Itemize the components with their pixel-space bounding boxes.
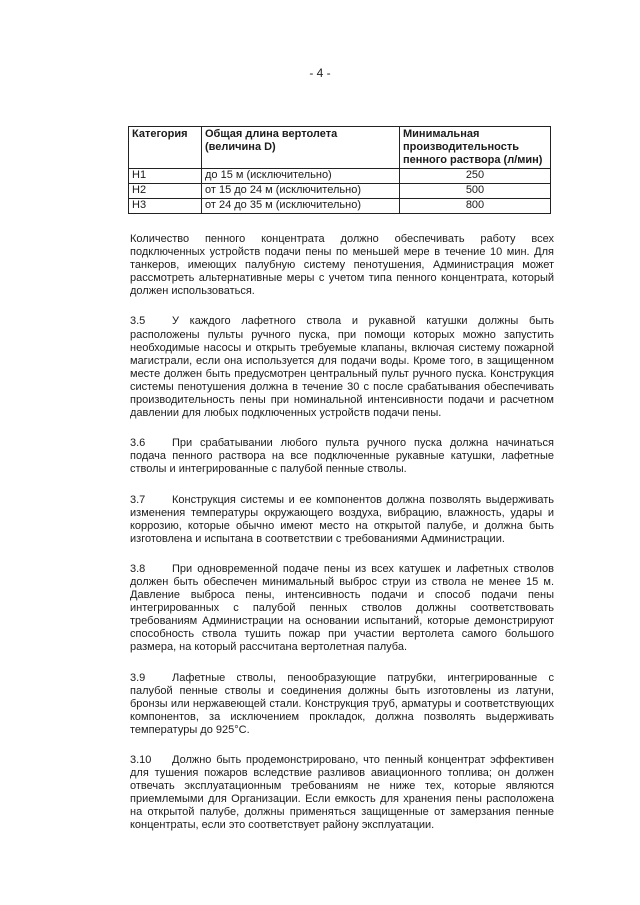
paragraph-number: 3.9	[130, 671, 146, 684]
paragraph-3-5	[130, 315, 554, 420]
paragraph-text: Лафетные стволы, пенообразующие патрубки, интегрированные с палубой пенные стволы и соединения должны быть изготовлены из латуни, бронзы или нержавеющей стали. Конструкция труб, арматуры и соответствующих компонентов, за исключением прокладок, должна позволять выдерживать температуры до 925°C.	[130, 671, 554, 736]
document-body	[130, 233, 554, 850]
cell-rate: 500	[400, 184, 551, 199]
cell-length: от 24 до 35 м (исключительно)	[202, 199, 400, 214]
paragraph-text: При одновременной подаче пены из всех катушек и лафетных стволов должен быть обеспечен минимальный выброс струи из ствола не менее 15 м. Давление выброса пены, интенсивность подачи и способ подачи пены интегрированных с палубой пенных стволов должны соответствовать требованиям Администрации на основании испытаний, которые демонстрируют способность ствола тушить пожар при участии вертолета самого большого размера, на который рассчитана вертолетная палуба.	[130, 562, 554, 654]
paragraph-number: 3.7	[130, 493, 146, 506]
paragraph-number: 3.8	[130, 562, 146, 575]
table-row	[129, 199, 551, 214]
cell-length: до 15 м (исключительно)	[202, 169, 400, 184]
paragraph-number: 3.5	[130, 315, 146, 328]
paragraph-text: При срабатывании любого пульта ручного пуска должна начинаться подача пенного раствора на все подключенные рукавные катушки, лафетные стволы и интегрированные с палубой пенные стволы.	[130, 437, 554, 476]
header-rate: Минимальная производительность пенного раствора (л/мин)	[400, 127, 551, 169]
paragraph-text: У каждого лафетного ствола и рукавной катушки должны быть расположены пульты ручного пуска, при помощи которых можно запустить необходимые насосы и открыть требуемые клапаны, включая систему пожарной магистрали, если она используется для подачи воды. Кроме того, в защищенном месте должен быть предусмотрен центральный пульт ручного пуска. Конструкция системы пенотушения должна в течение 30 с после срабатывания обеспечивать производительность пены при номинальной интенсивности подачи и расчетном давлении для любых подключенных устройств подачи пены.	[130, 315, 554, 420]
foam-rate-table	[128, 126, 551, 214]
paragraph-text: Конструкция системы и ее компонентов должна позволять выдерживать изменения температуры окружающего воздуха, вибрацию, влажность, удары и коррозию, которые обычно имеют место на открытой палубе, и должна быть изготовлена и испытана в соответствии с требованиями Администрации.	[130, 493, 554, 545]
paragraph-foam-quantity	[130, 233, 554, 298]
cell-rate: 250	[400, 169, 551, 184]
header-category: Категория	[129, 127, 202, 169]
cell-category: H2	[129, 184, 202, 199]
table-row	[129, 169, 551, 184]
cell-category: H3	[129, 199, 202, 214]
paragraph-3-7	[130, 494, 554, 546]
page-number: - 4 -	[309, 66, 331, 80]
paragraph-3-8	[130, 563, 554, 655]
cell-rate: 800	[400, 199, 551, 214]
paragraph-text: Количество пенного концентрата должно обеспечивать работу всех подключенных устройств подачи пены по меньшей мере в течение 10 мин. Для танкеров, имеющих палубную систему пенотушения, Администрация может рассмотреть альтернативные меры с учетом типа пенного концентрата, который должен использоваться.	[130, 233, 554, 298]
paragraph-number: 3.10	[130, 754, 152, 766]
paragraph-3-9	[130, 672, 554, 737]
header-length: Общая длина вертолета (величина D)	[202, 127, 400, 169]
table-row	[129, 184, 551, 199]
paragraph-number: 3.6	[130, 437, 146, 450]
table-header-row	[129, 127, 551, 169]
paragraph-3-6	[130, 437, 554, 476]
cell-category: H1	[129, 169, 202, 184]
paragraph-text: Должно быть продемонстрировано, что пенный концентрат эффективен для тушения пожаров вследствие разливов авиационного топлива; он должен отвечать эксплуатационным требованиям не ниже тех, которые являются приемлемыми для Организации. Если емкость для хранения пены расположена на открытой палубе, должны применяться защищенные от замерзания пенные концентраты, если это соответствует району эксплуатации.	[130, 754, 554, 832]
cell-length: от 15 до 24 м (исключительно)	[202, 184, 400, 199]
paragraph-3-10	[130, 754, 554, 833]
